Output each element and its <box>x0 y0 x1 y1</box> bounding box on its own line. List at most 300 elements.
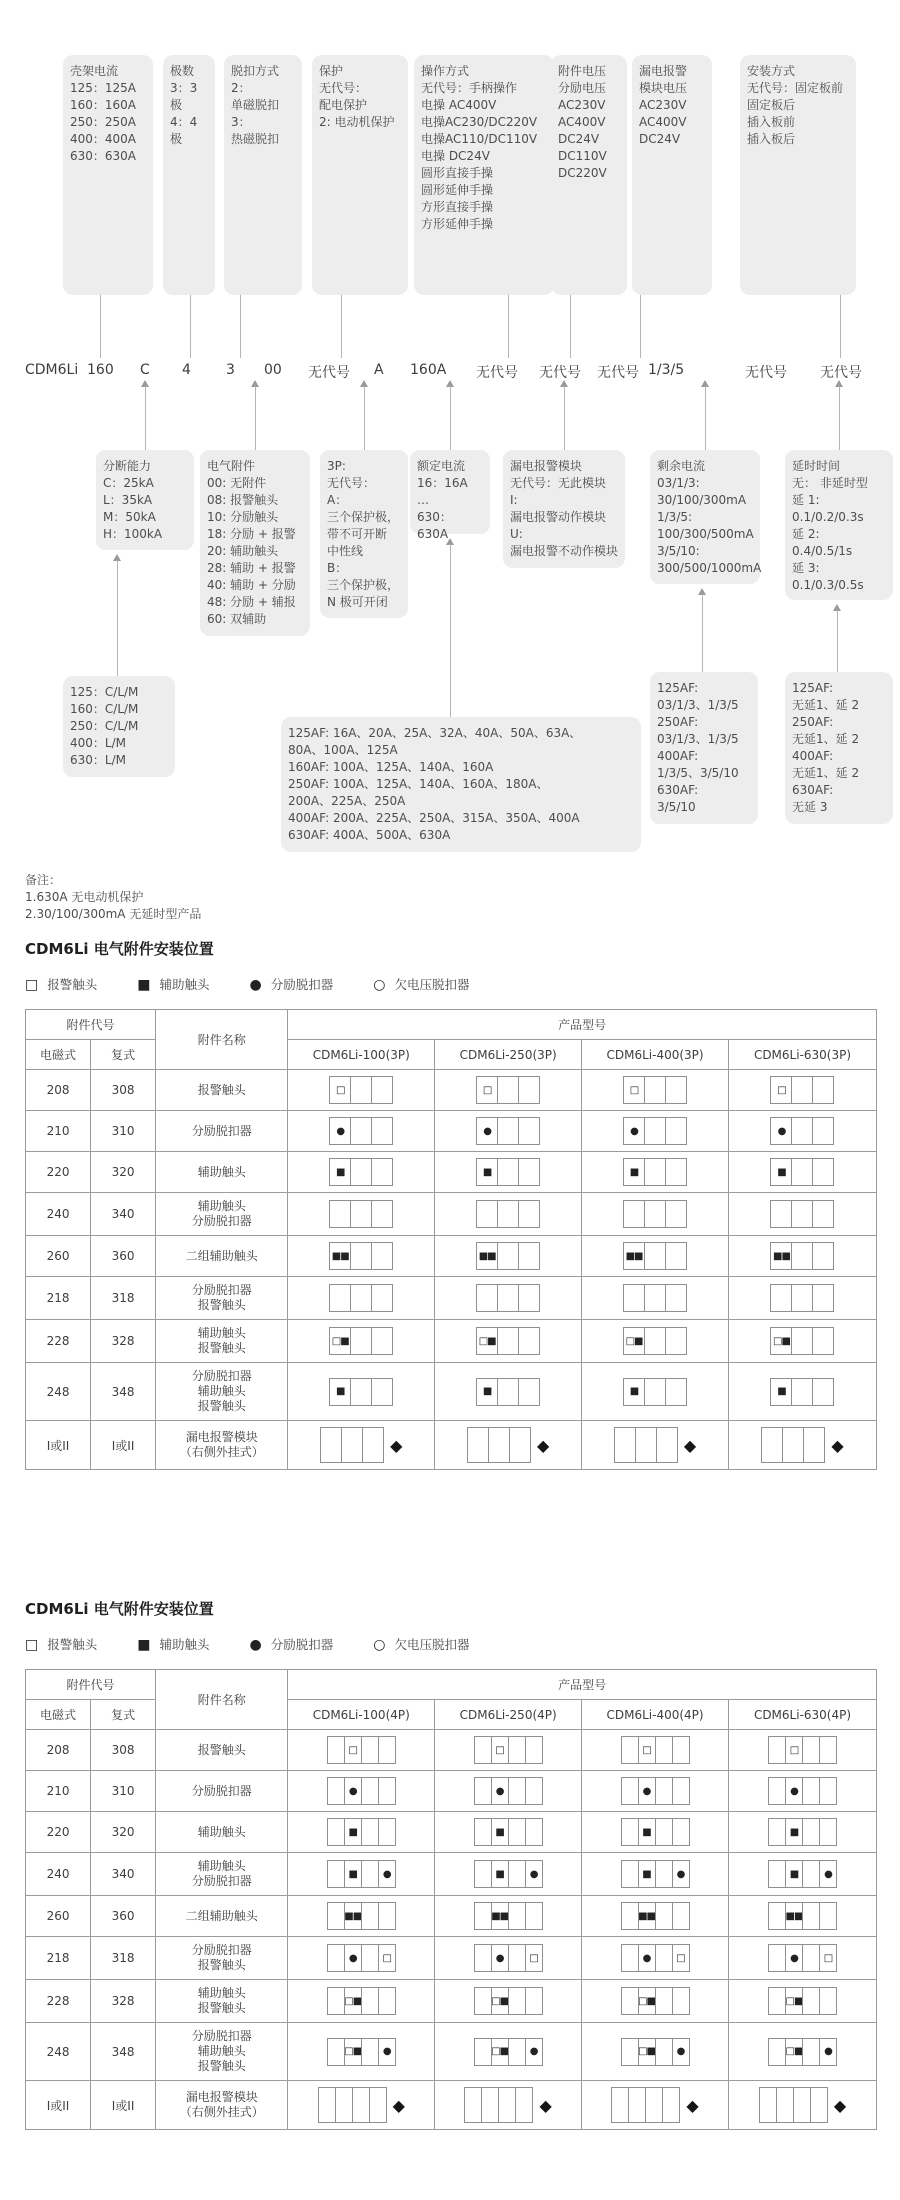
accessory-name-line: 报警触头 <box>197 1082 246 1097</box>
accessory-slot <box>518 1117 540 1145</box>
accessory-slot <box>768 1987 786 2015</box>
accessory-slot <box>497 1158 519 1186</box>
accessory-slot <box>371 1242 393 1270</box>
position-cell <box>435 1937 582 1980</box>
connector-line <box>450 544 451 717</box>
col-accessory-name: 附件名称 <box>156 1670 288 1730</box>
text-line: 方形延伸手操 <box>421 217 494 231</box>
accessory-slot <box>350 1117 372 1145</box>
text-line: 3/5/10: <box>657 544 700 558</box>
position-slots <box>318 2087 387 2123</box>
accessory-slot: ● <box>638 1944 656 1972</box>
model-code-segment: 无代号 <box>539 365 581 381</box>
accessory-slot: □ <box>672 1944 690 1972</box>
position-slots <box>476 1284 540 1312</box>
accessory-slot <box>518 1284 540 1312</box>
accessory-slot <box>655 2038 673 2066</box>
position-cell <box>728 2081 876 2130</box>
text-line: 分断能力 <box>103 459 152 473</box>
frame-breaking-map-box <box>63 676 175 777</box>
accessory-slot <box>768 1902 786 1930</box>
accessory-slot <box>672 1987 690 2015</box>
accessory-position-section-4p <box>25 1598 877 2130</box>
position-slots <box>770 1200 834 1228</box>
installation-box <box>740 55 856 295</box>
text-line: … <box>417 493 429 507</box>
text-line: 630：630A <box>70 149 137 163</box>
accessory-slot <box>812 1158 834 1186</box>
connector-line <box>145 386 146 450</box>
position-slots <box>327 1902 396 1930</box>
accessory-row <box>26 1277 877 1320</box>
accessory-slot <box>665 1158 687 1186</box>
text-line: 电操AC230/DC220V <box>421 115 538 129</box>
accessory-slot <box>362 1427 384 1463</box>
accessory-slot <box>812 1327 834 1355</box>
accessory-slot <box>378 1987 396 2015</box>
accessory-slot <box>474 1902 492 1930</box>
pole-3p-box <box>320 450 408 618</box>
accessory-slot <box>802 1736 820 1764</box>
text-line: 漏电报警不动作模块 <box>510 544 619 558</box>
text-line: 漏电报警 <box>639 64 688 78</box>
text-line: N 极可开闭 <box>327 595 388 609</box>
section-title-3p: CDM6Li 电气附件安装位置 <box>25 940 214 958</box>
legend-3p <box>25 975 877 993</box>
position-slots <box>761 1427 825 1463</box>
accessory-slot: □■ <box>491 2038 509 2066</box>
accessory-slot: ■ <box>329 1158 351 1186</box>
position-cell <box>435 1277 582 1320</box>
accessory-table-3p <box>25 1009 877 1470</box>
text-line: 电操AC110/DC110V <box>421 132 538 146</box>
accessory-slot: ● <box>770 1117 792 1145</box>
code-compound: 348 <box>91 2023 156 2081</box>
position-cell <box>288 1730 435 1771</box>
text-line: 08: 报警触头 <box>207 493 279 507</box>
accessory-name <box>156 1152 288 1193</box>
position-cell <box>435 1152 582 1193</box>
accessory-slot: ■ <box>491 1818 509 1846</box>
accessory-slot <box>791 1076 813 1104</box>
code-compound: 320 <box>91 1812 156 1853</box>
code-electromagnetic: I或II <box>26 1421 91 1470</box>
position-slots <box>476 1327 540 1355</box>
accessory-slot: □■ <box>638 1987 656 2015</box>
legend-label: 欠电压脱扣器 <box>394 1637 470 1652</box>
accessory-name <box>156 1730 288 1771</box>
header-row <box>26 1010 877 1040</box>
accessory-slot: ● <box>491 1944 509 1972</box>
code-electromagnetic: 228 <box>26 1980 91 2023</box>
accessory-slot <box>645 2087 663 2123</box>
code-compound: I或II <box>91 1421 156 1470</box>
text-line: 额定电流 <box>417 459 466 473</box>
accessory-slot <box>474 1777 492 1805</box>
model-code-segment: 1/3/5 <box>648 362 685 378</box>
accessory-slot <box>361 1944 379 1972</box>
text-line: 03/1/3: <box>657 476 700 490</box>
position-slots <box>329 1117 393 1145</box>
position-slots <box>474 1860 543 1888</box>
position-cell <box>582 1363 729 1421</box>
code-compound: 310 <box>91 1111 156 1152</box>
accessory-slot: □■ <box>623 1327 645 1355</box>
accessory-slot: ● <box>378 2038 396 2066</box>
text-line: 单磁脱扣 <box>231 98 280 112</box>
accessory-name <box>156 1111 288 1152</box>
accessory-slot: ■ <box>638 1818 656 1846</box>
accessory-slot <box>623 1284 645 1312</box>
accessory-name-line: 报警触头 <box>197 1341 246 1355</box>
position-slots <box>327 1860 396 1888</box>
accessory-name-line: 辅助触头 <box>197 1164 246 1179</box>
accessory-name-line: 分励脱扣器 <box>191 1783 252 1798</box>
position-slots <box>623 1200 687 1228</box>
position-slots <box>621 1902 690 1930</box>
model-code-segment: 无代号 <box>476 365 518 381</box>
model-code-segment: 无代号 <box>597 365 639 381</box>
accessory-slot <box>525 1736 543 1764</box>
text-line: 400：400A <box>70 132 137 146</box>
accessory-slot <box>369 2087 387 2123</box>
text-line: 00: 无附件 <box>207 476 267 490</box>
legend-symbol-shunt-release-icon: ● <box>249 977 262 993</box>
text-line: 固定板后 <box>747 98 796 112</box>
text-line: 125：C/L/M <box>70 685 139 699</box>
connector-line <box>364 386 365 450</box>
accessory-name-line: 分励脱扣器 <box>191 1283 252 1297</box>
text-line: 配电保护 <box>319 98 368 112</box>
accessory-slot <box>329 1284 351 1312</box>
accessory-slot <box>621 1777 639 1805</box>
connector-line <box>255 386 256 450</box>
text-line: U: <box>510 527 523 541</box>
accessory-slot <box>508 2038 526 2066</box>
accessory-row <box>26 1152 877 1193</box>
position-cell <box>728 1277 876 1320</box>
accessory-slot <box>812 1200 834 1228</box>
text-line: 无延1、延 2 <box>792 732 860 746</box>
text-line: AC230V <box>558 98 606 112</box>
accessory-slot: ■ <box>344 1860 362 1888</box>
text-line: 160：160A <box>70 98 137 112</box>
text-line: 125AF: <box>657 681 699 695</box>
accessory-slot: ● <box>672 1860 690 1888</box>
accessory-slot: □ <box>623 1076 645 1104</box>
code-compound: 318 <box>91 1277 156 1320</box>
text-line: 0.4/0.5/1s <box>792 544 853 558</box>
accessory-slot: □■ <box>785 1987 803 2015</box>
accessory-row <box>26 1771 877 1812</box>
accessory-slot <box>644 1242 666 1270</box>
position-slots <box>768 2038 837 2066</box>
accessory-slot: ■ <box>476 1158 498 1186</box>
code-electromagnetic: 240 <box>26 1853 91 1896</box>
delay-time-box <box>785 450 893 600</box>
position-cell <box>728 1070 876 1111</box>
accessory-slot: □■ <box>638 2038 656 2066</box>
note-line: 1.630A 无电动机保护 <box>25 890 144 904</box>
code-electromagnetic: 210 <box>26 1771 91 1812</box>
text-line: 2: 电动机保护 <box>319 115 395 129</box>
code-compound: 360 <box>91 1236 156 1277</box>
position-slots <box>770 1242 834 1270</box>
position-cell <box>288 1277 435 1320</box>
accessory-slot: □ <box>638 1736 656 1764</box>
accessory-row <box>26 1937 877 1980</box>
col-product-3: CDM6Li-630(3P) <box>728 1040 876 1070</box>
position-slots <box>768 1902 837 1930</box>
accessory-name <box>156 2023 288 2081</box>
connector-line <box>508 295 509 358</box>
accessory-slot <box>361 1987 379 2015</box>
leakage-module-diamond-icon: ◆ <box>392 2095 405 2115</box>
position-slots <box>768 1818 837 1846</box>
accessory-slot: ■ <box>770 1158 792 1186</box>
accessory-slot <box>327 1902 345 1930</box>
legend-label: 报警触头 <box>47 1637 98 1652</box>
note-line: 2.30/100/300mA 无延时型产品 <box>25 907 202 921</box>
accessory-slot <box>497 1327 519 1355</box>
accessory-slot <box>761 1427 783 1463</box>
position-cell <box>582 1937 729 1980</box>
frame-rated-current-map-box <box>281 717 641 852</box>
position-slots <box>476 1242 540 1270</box>
accessory-slot: □■ <box>785 2038 803 2066</box>
code-electromagnetic: 218 <box>26 1277 91 1320</box>
position-cell <box>728 1812 876 1853</box>
model-code-segment: CDM6Li <box>25 362 79 378</box>
connector-line <box>100 295 101 358</box>
accessory-slot: □■ <box>770 1327 792 1355</box>
code-compound: 328 <box>91 1320 156 1363</box>
position-slots <box>770 1076 834 1104</box>
text-line: 250AF: <box>657 715 699 729</box>
col-compound: 复式 <box>91 1700 156 1730</box>
connector-line <box>640 295 641 358</box>
code-electromagnetic: 248 <box>26 2023 91 2081</box>
accessory-slot <box>819 1818 837 1846</box>
legend-symbol-undervoltage-release-icon: ○ <box>373 1637 386 1653</box>
accessory-slot <box>371 1378 393 1406</box>
accessory-slot <box>515 2087 533 2123</box>
position-slots <box>768 1987 837 2015</box>
text-line: 脱扣方式 <box>231 64 280 78</box>
connector-line <box>839 386 840 450</box>
text-line: 无延1、延 2 <box>792 698 860 712</box>
accessory-slot <box>361 1902 379 1930</box>
accessory-name <box>156 1363 288 1421</box>
accessory-slot <box>803 1427 825 1463</box>
accessory-slot <box>361 1860 379 1888</box>
accessory-slot: □■ <box>491 1987 509 2015</box>
accessory-slot <box>768 1736 786 1764</box>
position-slots <box>623 1327 687 1355</box>
accessory-name-line: 二组辅助触头 <box>185 1248 258 1263</box>
position-cell <box>435 1363 582 1421</box>
position-cell <box>435 1812 582 1853</box>
text-line: 漏电报警动作模块 <box>510 510 607 524</box>
position-cell <box>288 1812 435 1853</box>
accessory-name <box>156 1771 288 1812</box>
position-cell <box>728 1771 876 1812</box>
text-line: 80A、100A、125A <box>288 743 398 757</box>
accessory-slot <box>361 1777 379 1805</box>
accessory-slot <box>508 1777 526 1805</box>
text-line: 3P: <box>327 459 346 473</box>
text-line: 1/3/5: <box>657 510 693 524</box>
code-electromagnetic: 260 <box>26 1236 91 1277</box>
accessory-name-line: 辅助触头 <box>197 1824 246 1839</box>
accessory-row <box>26 1111 877 1152</box>
text-line: 3/5/10 <box>657 800 696 814</box>
code-electromagnetic: 218 <box>26 1937 91 1980</box>
accessory-slot <box>350 1242 372 1270</box>
position-cell <box>582 2081 729 2130</box>
text-line: 4：4极 <box>170 115 198 146</box>
accessory-slot <box>628 2087 646 2123</box>
accessory-name-line: 报警触头 <box>197 2001 246 2015</box>
position-cell <box>728 1937 876 1980</box>
notes <box>25 872 201 923</box>
accessory-slot: □ <box>525 1944 543 1972</box>
accessory-name <box>156 1320 288 1363</box>
accessory-slot <box>329 1200 351 1228</box>
accessory-slot <box>508 1944 526 1972</box>
accessory-slot: ● <box>623 1117 645 1145</box>
text-line: 圆形直接手操 <box>421 166 494 180</box>
accessory-slot <box>812 1076 834 1104</box>
position-cell <box>288 1152 435 1193</box>
accessory-slot <box>656 1427 678 1463</box>
accessory-slot <box>488 1427 510 1463</box>
position-slots <box>623 1076 687 1104</box>
position-slots <box>329 1242 393 1270</box>
text-line: 0.1/0.2/0.3s <box>792 510 864 524</box>
connector-line <box>117 560 118 676</box>
leakage-alarm-module-box <box>503 450 625 568</box>
position-cell <box>435 1771 582 1812</box>
accessory-slot: ● <box>344 1777 362 1805</box>
position-cell <box>582 1421 729 1470</box>
legend-symbol-alarm-contact-icon: □ <box>25 1637 39 1653</box>
accessory-slot <box>525 1902 543 1930</box>
code-compound: I或II <box>91 2081 156 2130</box>
accessory-slot <box>518 1327 540 1355</box>
text-line: DC220V <box>558 166 607 180</box>
residual-current-box <box>650 450 760 584</box>
text-line: 操作方式 <box>421 64 470 78</box>
position-cell <box>288 1937 435 1980</box>
accessory-name <box>156 1193 288 1236</box>
accessory-row <box>26 1853 877 1896</box>
accessory-slot <box>802 1987 820 2015</box>
col-product-3: CDM6Li-630(4P) <box>728 1700 876 1730</box>
accessory-slot <box>819 1902 837 1930</box>
position-slots <box>474 1944 543 1972</box>
text-line: 160AF: 100A、125A、140A、160A <box>288 760 494 774</box>
accessory-slot <box>474 1818 492 1846</box>
frame-current-box <box>63 55 153 295</box>
accessory-slot <box>768 1944 786 1972</box>
col-accessory-name: 附件名称 <box>156 1010 288 1070</box>
model-code-segment: 4 <box>182 362 191 378</box>
col-compound: 复式 <box>91 1040 156 1070</box>
text-line: 3： <box>231 115 251 129</box>
accessory-row <box>26 1730 877 1771</box>
accessory-slot <box>665 1242 687 1270</box>
accessory-slot <box>371 1284 393 1312</box>
accessory-name-line: 辅助触头 <box>197 1199 246 1213</box>
accessory-slot <box>497 1076 519 1104</box>
accessory-slot: □ <box>378 1944 396 1972</box>
legend-symbol-alarm-contact-icon: □ <box>25 977 39 993</box>
position-cell <box>582 1152 729 1193</box>
text-line: 中性线 <box>327 544 364 558</box>
accessory-slot <box>802 1860 820 1888</box>
position-cell <box>288 1363 435 1421</box>
position-cell <box>435 2081 582 2130</box>
accessory-slot <box>791 1158 813 1186</box>
accessory-slot <box>644 1158 666 1186</box>
accessory-name-line: 报警触头 <box>197 1958 246 1972</box>
code-electromagnetic: 210 <box>26 1111 91 1152</box>
accessory-slot <box>508 1860 526 1888</box>
text-line: 无代号： <box>319 81 368 95</box>
position-cell <box>435 1193 582 1236</box>
accessory-slot: ■■ <box>638 1902 656 1930</box>
position-cell <box>728 1320 876 1363</box>
accessory-name-line: （右侧外挂式） <box>179 1445 264 1459</box>
code-electromagnetic: 248 <box>26 1363 91 1421</box>
model-code-segment: A <box>374 362 384 378</box>
text-line: 400：L/M <box>70 736 126 750</box>
accessory-slot <box>776 2087 794 2123</box>
accessory-name <box>156 1853 288 1896</box>
position-slots <box>621 1818 690 1846</box>
accessory-slot <box>378 1818 396 1846</box>
accessory-slot <box>474 1736 492 1764</box>
accessory-position-section-3p <box>25 938 877 1470</box>
text-line: 极数 <box>170 64 195 78</box>
position-slots <box>329 1284 393 1312</box>
legend-symbol-undervoltage-release-icon: ○ <box>373 977 386 993</box>
position-slots <box>327 1736 396 1764</box>
accessory-slot <box>812 1284 834 1312</box>
accessory-slot <box>623 1200 645 1228</box>
connector-line <box>240 295 241 358</box>
text-line: 延 2: <box>792 527 820 541</box>
accessory-slot: ■ <box>623 1158 645 1186</box>
accessory-slot <box>327 1860 345 1888</box>
header-row <box>26 1670 877 1700</box>
accessory-slot <box>665 1200 687 1228</box>
accessory-slot <box>644 1284 666 1312</box>
legend-item-undervoltage-release <box>373 1635 469 1653</box>
accessory-slot <box>655 1818 673 1846</box>
position-cell <box>435 1320 582 1363</box>
accessory-slot <box>611 2087 629 2123</box>
text-line: 10: 分励触头 <box>207 510 279 524</box>
accessory-slot: ● <box>785 1944 803 1972</box>
accessory-name-line: 分励脱扣器 <box>191 1123 252 1138</box>
accessory-name-line: 报警触头 <box>197 1298 246 1312</box>
legend-label: 分励脱扣器 <box>270 1637 334 1652</box>
accessory-name-line: 报警触头 <box>197 2059 246 2073</box>
accessory-slot <box>768 1860 786 1888</box>
accessory-slot <box>378 1902 396 1930</box>
